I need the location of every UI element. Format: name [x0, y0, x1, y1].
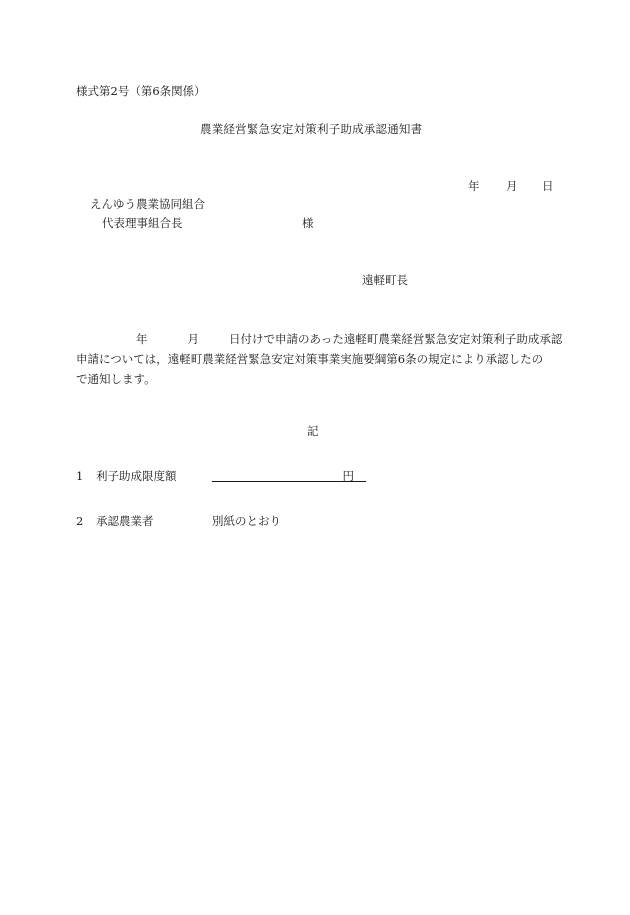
item-1-amount-field [212, 467, 366, 482]
item-1-number: 1 [76, 469, 84, 483]
body-blank-month: 月 [187, 332, 199, 346]
item-1-unit: 円 [342, 469, 354, 483]
date-line [468, 181, 554, 193]
recipient-honorific: 様 [302, 216, 314, 230]
document-title: 農業経営緊急安定対策利子助成承認通知書 [200, 122, 423, 136]
body-line-2: 申請については，遠軽町農業経営緊急安定対策事業実施要綱第6条の規定により承認したの [76, 352, 544, 366]
item-2-label: 承認農業者 [96, 514, 154, 528]
body-line-1 [76, 329, 563, 349]
item-2-value: 別紙のとおり [212, 514, 281, 528]
body-text [76, 329, 563, 389]
date-day: 日 [542, 179, 554, 193]
date-year: 年 [468, 179, 480, 193]
body-blank-year: 年 [136, 332, 148, 346]
recipient-organization: えんゆう農業協同組合 [90, 197, 205, 211]
date-month: 月 [506, 179, 518, 193]
body-line-1-text: 日付けで申請のあった遠軽町農業経営緊急安定対策利子助成承認 [229, 332, 563, 346]
recipient-title: 代表理事組合長 [102, 216, 183, 230]
ki-heading: 記 [307, 424, 319, 438]
item-2-number: 2 [76, 514, 84, 528]
sender: 遠軽町長 [362, 273, 408, 287]
item-1-label: 利子助成限度額 [96, 469, 177, 483]
body-line-3: で通知します。 [76, 372, 156, 386]
form-number: 様式第2号（第6条関係） [76, 84, 206, 98]
